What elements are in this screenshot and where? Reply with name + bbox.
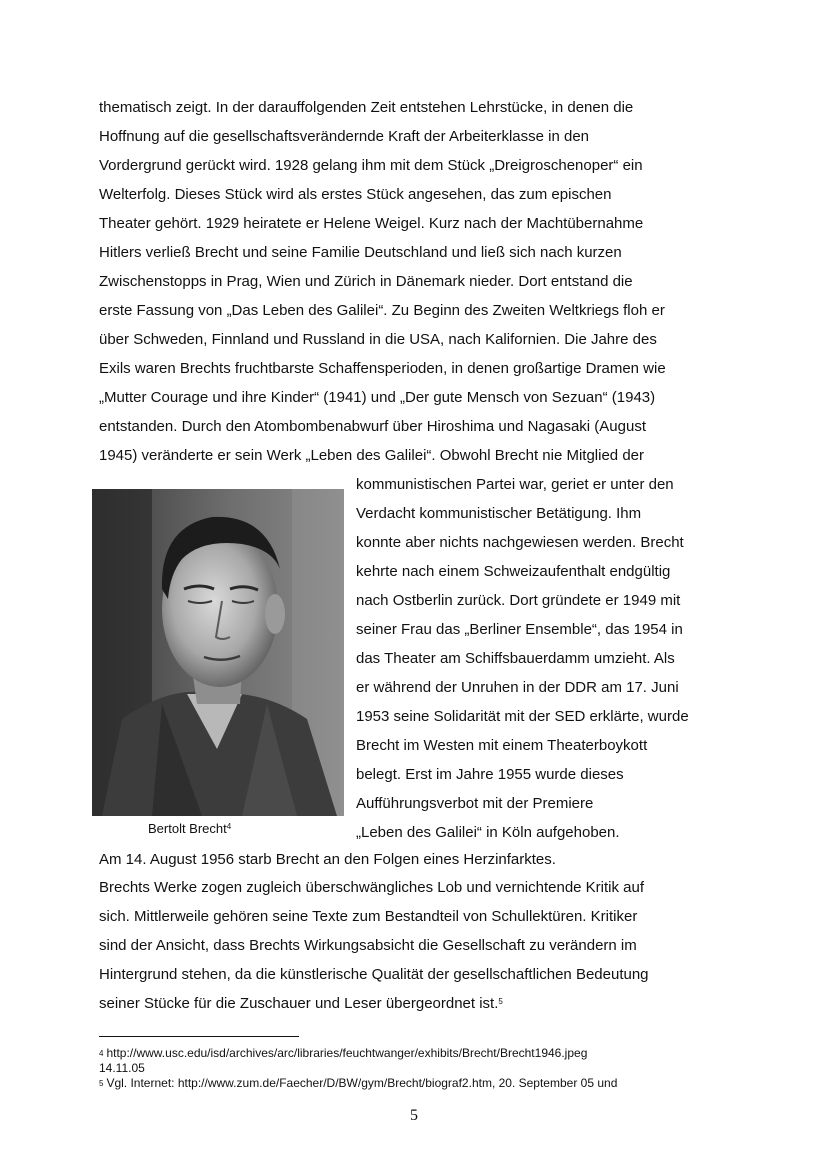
text-line: erste Fassung von „Das Leben des Galilei“. Zu Beginn des Zweiten Weltkriegs floh er [99,302,665,319]
text-line: Exils waren Brechts fruchtbarste Schaffensperioden, in denen großartige Dramen wie [99,360,666,377]
text-line: 1945) veränderte er sein Werk „Leben des Galilei“. Obwohl Brecht nie Mitglied der [99,447,644,464]
text-line: sind der Ansicht, dass Brechts Wirkungsabsicht die Gesellschaft zu verändern im [99,937,637,954]
footnote-4-date: 14.11.05 [99,1061,145,1075]
footnote-separator [99,1036,299,1037]
text-line: er während der Unruhen in der DDR am 17. Juni [356,679,679,696]
text-line: thematisch zeigt. In der darauffolgenden Zeit entstehen Lehrstücke, in denen die [99,99,634,116]
text-line: sich. Mittlerweile gehören seine Texte zum Bestandteil von Schullektüren. Kritiker [99,908,638,925]
text-line-content: seiner Stücke für die Zuschauer und Leser übergeordnet ist. [99,995,499,1012]
text-line: kehrte nach einem Schweizaufenthalt endgültig [356,563,671,580]
text-line: Am 14. August 1956 starb Brecht an den Folgen eines Herzinfarktes. [99,851,556,868]
text-line: belegt. Erst im Jahre 1955 wurde dieses [356,766,624,783]
caption-footnote-ref: 4 [226,822,232,831]
footnote-url[interactable]: http://www.usc.edu/isd/archives/arc/libraries/feuchtwanger/exhibits/Brecht/Brecht1946.jpeg [106,1046,588,1060]
footnote-5 [99,1076,617,1091]
text-line: Hoffnung auf die gesellschaftsverändernde Kraft der Arbeiterklasse in den [99,128,590,145]
text-line: nach Ostberlin zurück. Dort gründete er 1949 mit [356,592,681,609]
text-line: Vordergrund gerückt wird. 1928 gelang ihm mit dem Stück „Dreigroschenoper“ ein [99,157,643,174]
caption-text: Bertolt Brecht [148,821,227,836]
footnote-4 [99,1046,587,1061]
text-line: „Leben des Galilei“ in Köln aufgehoben. [356,824,620,841]
text-line: Hitlers verließ Brecht und seine Familie Deutschland und ließ sich nach kurzen [99,244,622,261]
portrait-photo [92,489,344,816]
text-line: Theater gehört. 1929 heiratete er Helene Weigel. Kurz nach der Machtübernahme [99,215,644,232]
text-line: konnte aber nichts nachgewiesen werden. Brecht [356,534,684,551]
text-line: Brechts Werke zogen zugleich überschwängliches Lob und vernichtende Kritik auf [99,879,645,896]
text-line: Zwischenstopps in Prag, Wien und Zürich in Dänemark nieder. Dort entstand die [99,273,633,290]
footnote-number: 5 [99,1079,104,1088]
text-line: über Schweden, Finnland und Russland in die USA, nach Kalifornien. Die Jahre des [99,331,657,348]
text-line: kommunistischen Partei war, geriet er unter den [356,476,674,493]
text-line: Welterfolg. Dieses Stück wird als erstes Stück angesehen, das zum epischen [99,186,612,203]
body-footnote-ref: 5 [498,997,503,1006]
text-line: Verdacht kommunistischer Betätigung. Ihm [356,505,642,522]
portrait-image [92,489,344,816]
footnote-number: 4 [99,1049,104,1058]
text-line: 1953 seine Solidarität mit der SED erklärte, wurde [356,708,689,725]
text-line: „Mutter Courage und ihre Kinder“ (1941) und „Der gute Mensch von Sezuan“ (1943) [99,389,656,406]
text-line: entstanden. Durch den Atombombenabwurf über Hiroshima und Nagasaki (August [99,418,646,435]
text-line: das Theater am Schiffsbauerdamm umzieht. Als [356,650,675,667]
text-line: Brecht im Westen mit einem Theaterboykott [356,737,648,754]
text-line: Hintergrund stehen, da die künstlerische Qualität der gesellschaftlichen Bedeutung [99,966,649,983]
figure-caption [148,820,231,838]
text-line: Aufführungsverbot mit der Premiere [356,795,594,812]
page-number: 5 [410,1107,418,1124]
text-line: seiner Frau das „Berliner Ensemble“, das 1954 in [356,621,683,638]
footnote-text: Vgl. Internet: http://www.zum.de/Faecher/D/BW/gym/Brecht/biograf2.htm, 20. September 05 und [106,1076,618,1090]
text-line-last [99,994,503,1014]
